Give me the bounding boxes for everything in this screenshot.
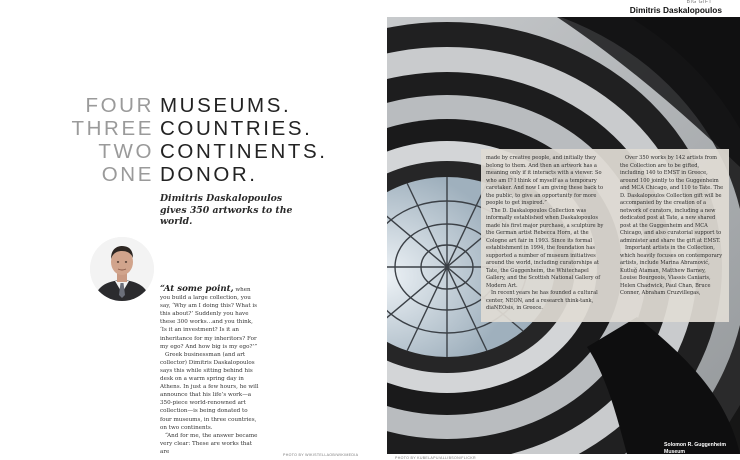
caption-line-1: Solomon R. Guggenheim	[664, 442, 726, 448]
headline-line-1: MUSEUMS.	[160, 94, 292, 117]
guggenheim-photo	[387, 17, 740, 454]
headline-line-2: COUNTRIES.	[160, 117, 313, 140]
photo-caption	[664, 442, 726, 454]
deck-line-1: Dimitris Daskalopoulos	[160, 193, 283, 204]
overlay-paragraph-5: Important artists in the Collection, which heavily focuses on contemporary artists, include Marina Abramović, Kutluğ Ataman, Matthew Barney, Louise Bourgeois, Vlassis Caniaris, Helen Chadwick, Paul Chan, Bruce Conner, Abraham Cruzvillegas,	[620, 245, 723, 296]
headline-number-3: TWO	[98, 140, 154, 163]
headline-number-4: ONE	[101, 163, 154, 186]
text-overlay-panel	[481, 149, 729, 322]
body-paragraph-1	[160, 285, 260, 351]
overlay-column-2	[620, 155, 724, 298]
overlay-paragraph-4: Over 350 works by 142 artists from the Collection are to be gifted, including 140 to EMST in Greece, around 100 jointly to the Guggenheim and MCA Chicago, and 110 to Tate. The D. Daskalopoulos Collection gift will be accompanied by the creation of a network of curators, including a new dedicated post at Tate, a new shared post at the Guggenheim and MCA Chicago, and also curatorial support to administer and share the gift at EMST.	[620, 155, 724, 244]
headline-number-1: FOUR	[85, 94, 154, 117]
overlay-paragraph-3: In recent years he has founded a cultural center, NEON, and a research think-tank, diaNEOsis, in Greece.	[486, 290, 598, 311]
overlay-paragraph-2: The D. Daskalopoulos Collection was informally established when Daskalopoulos made his first major purchase, a sculpture by the German artist Rebecca Horn, at the Cologne art fair in 1993. Since its formal establishment in 1994, the foundation has supported a number of museum initiatives around the world, including curatorships at Tate, the Guggenheim, the Whitechapel Gallery, and the Scottish National Gallery of Modern Art.	[486, 207, 604, 289]
body-paragraph-1-text: when you build a large collection, you say, ‘Why am I doing this? What is this about?’ Suddenly you have these 300 works…and you think, ‘Is it an investment? Is it an inheritance for my inheritors? For my ego? And how big is my ego?’”	[160, 287, 258, 350]
pull-quote-lead: “At some point,	[160, 284, 234, 294]
section-label: BIG GIFT	[686, 0, 712, 5]
headline-line-3: CONTINENTS.	[160, 140, 328, 163]
page-byline: Dimitris Daskalopoulos	[629, 5, 722, 15]
headline-line-4: DONOR.	[160, 163, 258, 186]
headline-number-2: THREE	[71, 117, 154, 140]
body-paragraph-3: “And for me, the answer became very clear: These are works that are	[160, 432, 258, 455]
overlay-column-1	[486, 155, 604, 313]
portrait-photo	[90, 237, 154, 301]
deck-line-2: gives 350 artworks to the world.	[160, 204, 293, 227]
photo-credit-left: PHOTO BY WIKISTELLAOB/WIKIMEDIA	[283, 453, 359, 457]
caption-line-2: Museum	[664, 449, 686, 454]
deck	[160, 193, 320, 228]
article-body-left	[160, 285, 260, 456]
body-paragraph-2: Greek businessman (and art collector) Dimitris Daskalopoulos says this while sitting behind his desk on a warm spring day in Athens. In just a few hours, he will announce that his life’s work—a 350-piece world-renowned art collection—is being donated to four museums, in three countries, on two continents.	[160, 351, 259, 431]
portrait-image	[90, 237, 154, 301]
photo-credit-right: PHOTO BY KUBELAPU/ALLIBSON/FLICKR	[395, 456, 476, 460]
overlay-paragraph-1: made by creative people, and initially they belong to them. And then an artwork has a meaning only if it interacts with a viewer. So who am I? I think of myself as a temporary caretaker. And now I am giving these back to the public, to give an opportunity for more people to get inspired.”	[486, 155, 604, 206]
right-page	[387, 0, 740, 460]
